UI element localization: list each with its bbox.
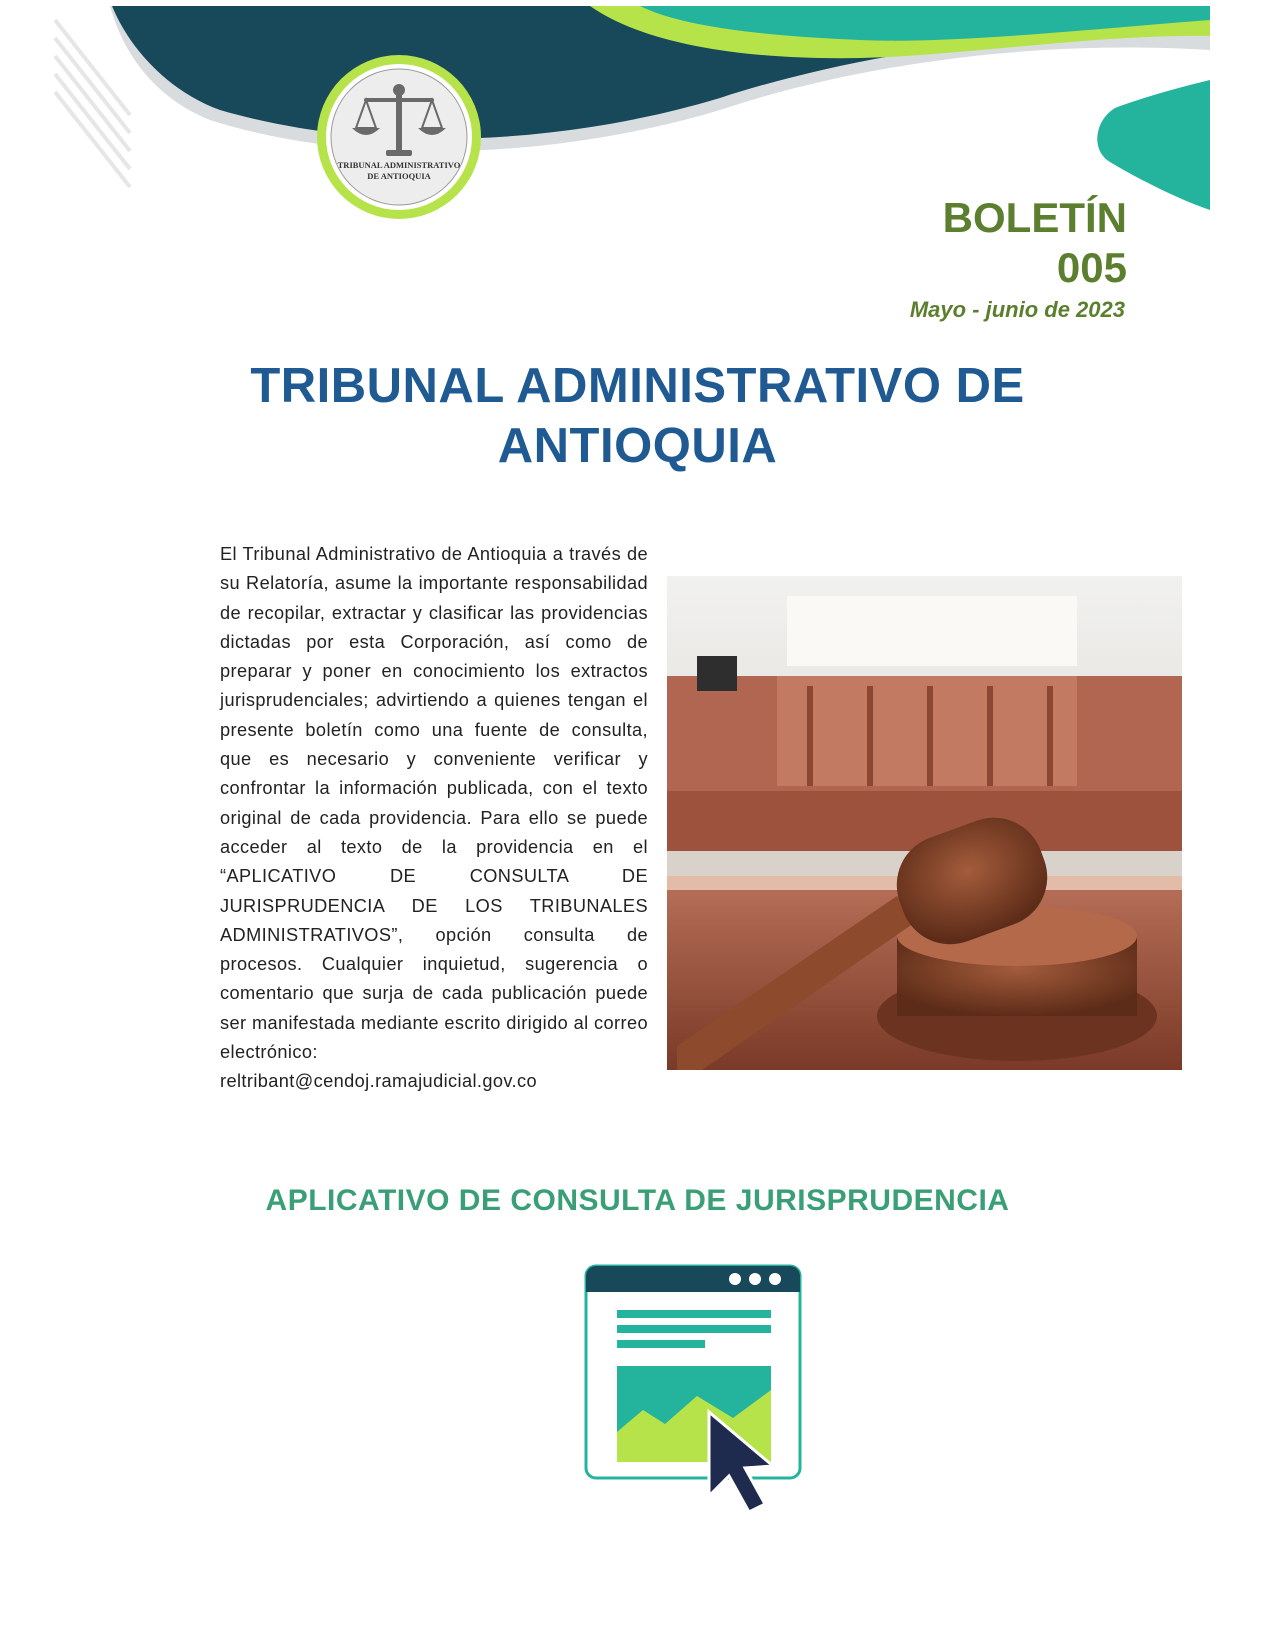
page-title: [0, 356, 1275, 476]
seal-text-line1: TRIBUNAL ADMINISTRATIVO: [337, 160, 461, 170]
bulletin-number: 005: [1056, 244, 1127, 291]
page-title-line2: ANTIOQUIA: [497, 419, 778, 473]
intro-body: El Tribunal Administrativo de Antioquia a través de su Relatoría, asume la importante responsabilidad de recopilar, extractar y clasificar las providencias dictadas por esta Corporación, así como de preparar y poner en conocimiento los extractos jurisprudenciales; advirtiendo a quienes tengan el presente boletín como una fuente de consulta, que es necesario y conveniente verificar y confrontar la información publicada, con el texto original de cada providencia. Para ello se puede acceder al texto de la providencia en el “APLICATIVO DE CONSULTA DE JURISPRUDENCIA DE LOS TRIBUNALES ADMINISTRATIVOS”, opción consulta de procesos. Cualquier inquietud, sugerencia o comentario que surja de cada publicación puede ser manifestada mediante escrito dirigido al correo electrónico:: [220, 544, 648, 1063]
tribunal-seal-logo: [314, 52, 484, 222]
section-title: APLICATIVO DE CONSULTA DE JURISPRUDENCIA: [265, 1184, 1010, 1217]
bulletin-date: Mayo - junio de 2023: [909, 297, 1125, 322]
courtroom-gavel-photo: [667, 576, 1182, 1070]
bulletin-label: [943, 193, 1127, 293]
page-title-line1: TRIBUNAL ADMINISTRATIVO DE: [250, 359, 1025, 413]
contact-email[interactable]: reltribant@cendoj.ramajudicial.gov.co: [220, 1071, 537, 1092]
seal-text-line2: DE ANTIOQUIA: [367, 171, 431, 181]
bulletin-word: BOLETÍN: [942, 194, 1127, 241]
browser-window-cursor-icon: [583, 1262, 803, 1512]
intro-paragraph: [220, 540, 648, 1097]
